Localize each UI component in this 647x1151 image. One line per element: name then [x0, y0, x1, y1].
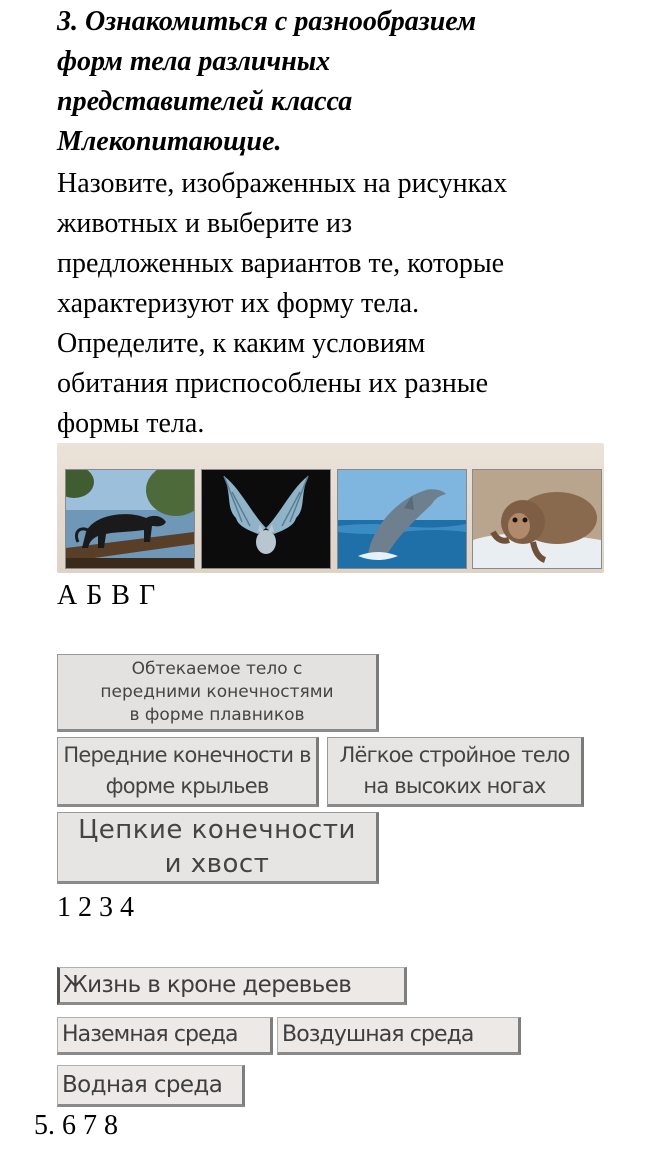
bat-icon — [201, 469, 331, 569]
dolphin-icon — [337, 469, 467, 569]
habitat-ground: Наземная среда — [57, 1017, 273, 1055]
monkey-icon — [472, 469, 602, 569]
body-option-numbers: 1 2 3 4 — [57, 892, 134, 923]
body-option-long-legs: Лёгкое стройное тело на высоких ногах — [327, 737, 584, 807]
photo-letters: А Б В Г — [57, 580, 156, 611]
habitat-water: Водная среда — [57, 1065, 245, 1107]
task-instructions: Назовите, изображенных на рисунках животных и выберите из предложенных вариантов те, которые характеризуют их форму тела. Определите, к каким условиям обитания приспособлены их разные формы тела. — [57, 168, 508, 439]
animal-photo-strip — [57, 443, 604, 573]
body-option-grasping-limbs: Цепкие конечности и хвост — [57, 812, 379, 884]
habitat-tree-crown: Жизнь в кроне деревьев — [57, 967, 407, 1005]
habitat-numbers: 5. 6 7 8 — [34, 1110, 118, 1141]
panther-icon — [65, 469, 195, 569]
habitat-air: Воздушная среда — [277, 1017, 521, 1055]
body-option-wings: Передние конечности в форме крыльев — [57, 737, 319, 807]
task-heading: 3. Ознакомиться с разнообразием форм тела различных представителей класса Млекопитающие. — [57, 6, 477, 157]
body-option-streamlined: Обтекаемое тело с передними конечностями в форме плавников — [57, 654, 379, 732]
